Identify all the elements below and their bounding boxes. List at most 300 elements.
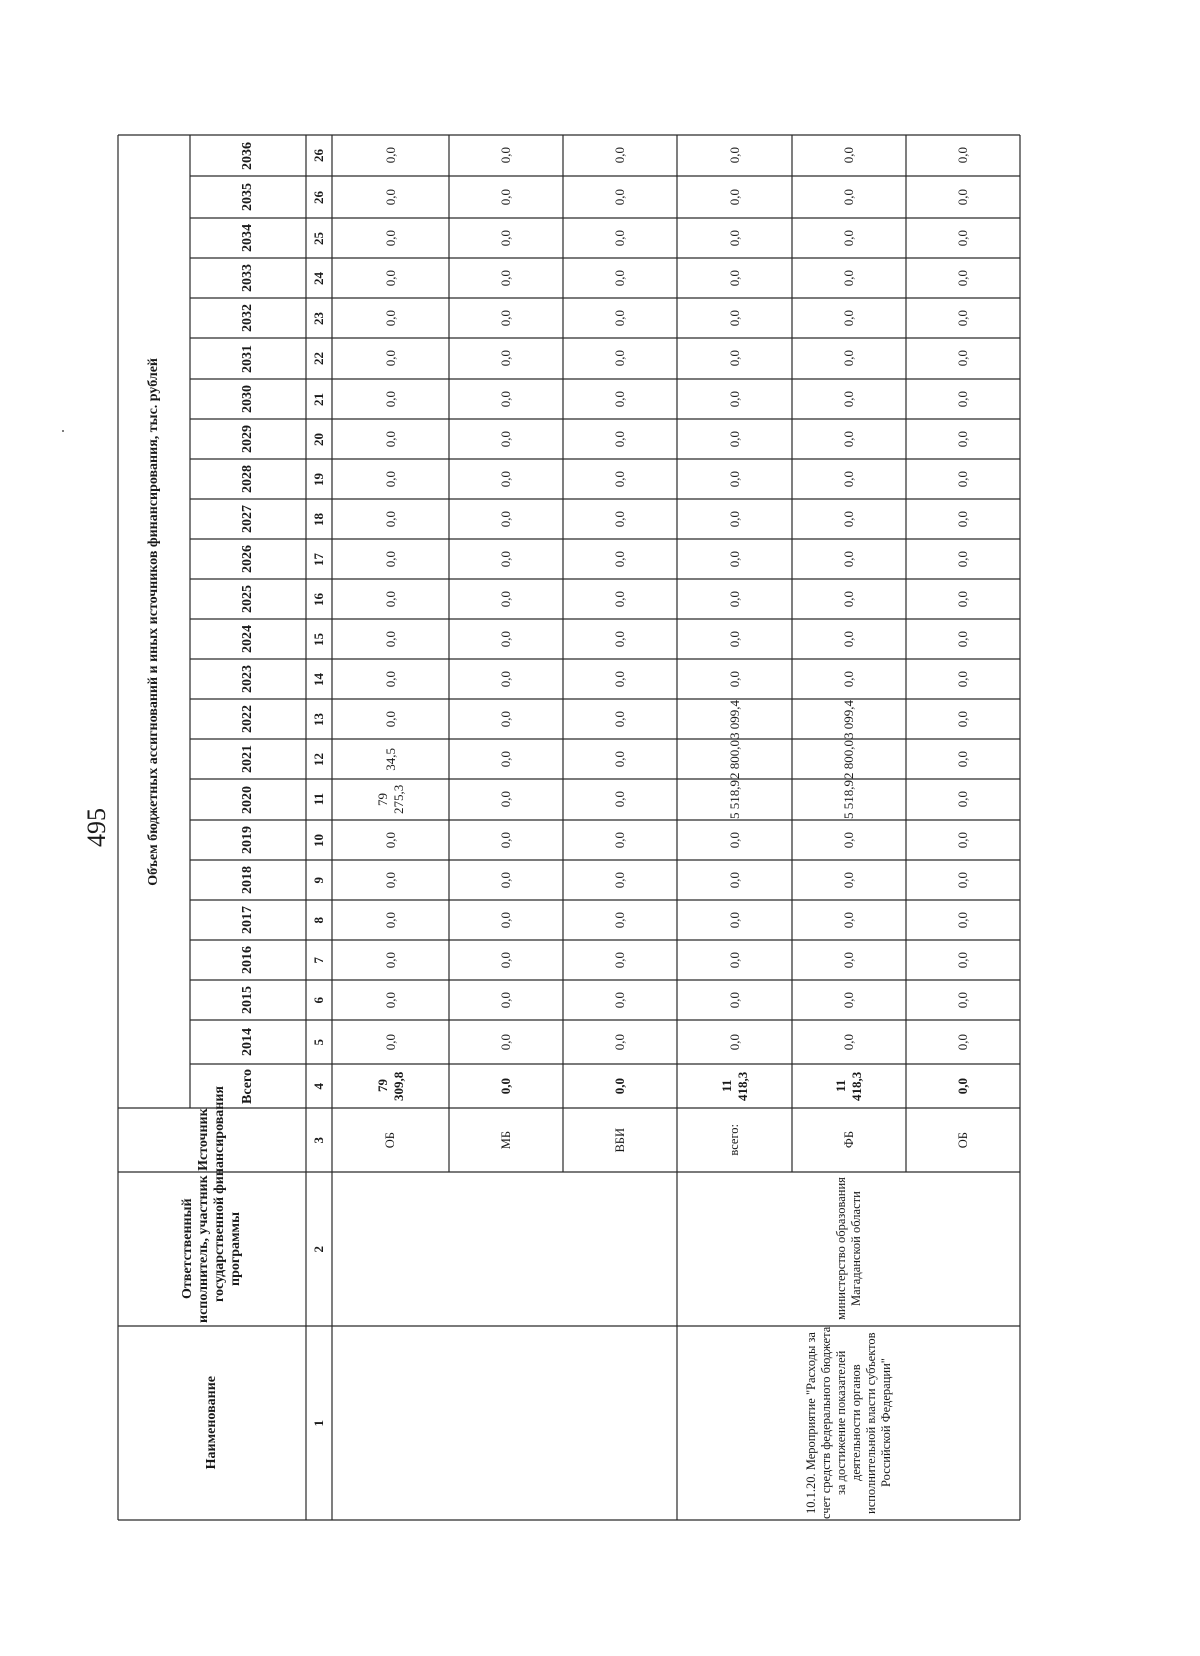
column-index-21 bbox=[306, 379, 332, 419]
row-6-year-2015 bbox=[906, 980, 1020, 1020]
group-1-name-empty bbox=[332, 1326, 677, 1520]
row-2-year-2014-text: 0,0 bbox=[498, 1033, 513, 1051]
column-index-7 bbox=[306, 940, 332, 980]
row-5-year-2015-text: 0,0 bbox=[841, 991, 856, 1009]
row-4-source-text: всего: bbox=[727, 1124, 741, 1156]
row-4-year-2014 bbox=[677, 1020, 792, 1064]
row-2-year-2015 bbox=[449, 980, 563, 1020]
row-6-year-2017 bbox=[906, 900, 1020, 940]
row-3-year-2018 bbox=[563, 860, 677, 900]
row-4-year-2018 bbox=[677, 860, 792, 900]
column-index-4-text: 4 bbox=[311, 1082, 326, 1090]
row-1-year-2015 bbox=[332, 980, 449, 1020]
row-5-year-2018 bbox=[792, 860, 906, 900]
row-3-year-2036 bbox=[563, 135, 677, 176]
row-5-year-2026 bbox=[792, 539, 906, 579]
row-5-year-2018-text: 0,0 bbox=[841, 871, 856, 889]
row-3-year-2035 bbox=[563, 176, 677, 218]
row-6-year-2032 bbox=[906, 298, 1020, 338]
row-2-year-2031 bbox=[449, 338, 563, 379]
row-3-year-2027-text: 0,0 bbox=[612, 510, 627, 528]
row-2-year-2020-text: 0,0 bbox=[498, 791, 513, 808]
header-year-2018 bbox=[190, 860, 306, 900]
header-source-text: Источник финансирования bbox=[196, 1086, 227, 1194]
row-3-year-2017 bbox=[563, 900, 677, 940]
column-index-8-text: 8 bbox=[311, 916, 326, 924]
row-2-year-2025-text: 0,0 bbox=[498, 590, 513, 608]
header-year-2030 bbox=[190, 379, 306, 419]
row-5-year-2019 bbox=[792, 820, 906, 860]
row-3-year-2014 bbox=[563, 1020, 677, 1064]
row-4-year-2027 bbox=[677, 499, 792, 539]
row-2-year-2036 bbox=[449, 135, 563, 176]
column-index-5-text: 5 bbox=[311, 1038, 326, 1046]
row-5-year-2031 bbox=[792, 338, 906, 379]
header-year-2032 bbox=[190, 298, 306, 338]
row-6-year-2034-text: 0,0 bbox=[955, 229, 970, 247]
row-5-year-2036 bbox=[792, 135, 906, 176]
row-2-year-2028-text: 0,0 bbox=[498, 470, 513, 488]
row-1-year-2023-text: 0,0 bbox=[382, 670, 398, 688]
row-6-year-2014-text: 0,0 bbox=[955, 1033, 970, 1051]
row-6-year-2022-text: 0,0 bbox=[955, 710, 970, 728]
column-index-3 bbox=[306, 1108, 332, 1172]
row-5-year-2021-text: 2 800,0 bbox=[841, 739, 856, 779]
row-6-total bbox=[906, 1064, 1020, 1108]
row-1-year-2020-text: 79 275,3 bbox=[374, 784, 406, 815]
row-1-source-text: ОБ bbox=[383, 1131, 397, 1149]
activity-executor bbox=[677, 1172, 1020, 1326]
row-1-year-2031 bbox=[332, 338, 449, 379]
row-3-year-2020 bbox=[563, 779, 677, 820]
header-year-2028-text: 2028 bbox=[240, 465, 255, 493]
row-4-year-2032 bbox=[677, 298, 792, 338]
row-1-year-2027-text: 0,0 bbox=[382, 510, 398, 528]
row-4-year-2033 bbox=[677, 258, 792, 298]
row-6-year-2029-text: 0,0 bbox=[955, 430, 970, 448]
row-2-year-2024-text: 0,0 bbox=[498, 630, 513, 648]
row-1-year-2036 bbox=[332, 135, 449, 176]
row-4-year-2024 bbox=[677, 619, 792, 659]
row-2-year-2024 bbox=[449, 619, 563, 659]
row-6-year-2024-text: 0,0 bbox=[955, 630, 970, 648]
row-6-year-2025 bbox=[906, 579, 1020, 619]
row-3-year-2018-text: 0,0 bbox=[612, 871, 627, 889]
column-index-6-text: 6 bbox=[311, 996, 326, 1004]
row-2-year-2030 bbox=[449, 379, 563, 419]
row-4-year-2022 bbox=[677, 699, 792, 739]
row-1-year-2025 bbox=[332, 579, 449, 619]
row-5-year-2014 bbox=[792, 1020, 906, 1064]
header-year-2022-text: 2022 bbox=[240, 705, 255, 733]
column-index-17 bbox=[306, 539, 332, 579]
row-1-total bbox=[332, 1064, 449, 1108]
row-1-year-2019-text: 0,0 bbox=[382, 831, 398, 849]
row-5-year-2017-text: 0,0 bbox=[841, 911, 856, 929]
header-year-2034 bbox=[190, 218, 306, 258]
header-year-2035-text: 2035 bbox=[240, 183, 255, 211]
row-4-source bbox=[677, 1108, 792, 1172]
row-1-year-2024 bbox=[332, 619, 449, 659]
row-5-year-2027-text: 0,0 bbox=[841, 510, 856, 528]
row-4-year-2023-text: 0,0 bbox=[726, 670, 742, 688]
row-6-year-2035-text: 0,0 bbox=[955, 188, 970, 206]
header-year-2033 bbox=[190, 258, 306, 298]
row-1-year-2018 bbox=[332, 860, 449, 900]
column-index-14 bbox=[306, 659, 332, 699]
row-4-year-2025 bbox=[677, 579, 792, 619]
row-6-year-2016-text: 0,0 bbox=[955, 951, 970, 969]
row-5-total-text: 11 418,3 bbox=[833, 1071, 864, 1101]
row-6-year-2036 bbox=[906, 135, 1020, 176]
row-2-year-2018-text: 0,0 bbox=[498, 871, 513, 889]
header-year-2021 bbox=[190, 739, 306, 779]
row-1-year-2030 bbox=[332, 379, 449, 419]
row-2-year-2029 bbox=[449, 419, 563, 459]
row-1-year-2021 bbox=[332, 739, 449, 779]
column-index-2 bbox=[306, 1172, 332, 1326]
row-2-source-text: МБ bbox=[498, 1130, 513, 1150]
row-5-source-text: ФБ bbox=[841, 1131, 856, 1149]
column-index-18 bbox=[306, 499, 332, 539]
row-4-year-2033-text: 0,0 bbox=[726, 269, 742, 287]
row-2-total-text: 0,0 bbox=[498, 1077, 513, 1095]
row-5-year-2032 bbox=[792, 298, 906, 338]
row-4-year-2034-text: 0,0 bbox=[726, 229, 742, 247]
row-6-year-2023-text: 0,0 bbox=[955, 670, 970, 688]
row-1-year-2024-text: 0,0 bbox=[382, 630, 398, 648]
row-5-year-2034 bbox=[792, 218, 906, 258]
header-year-2017-text: 2017 bbox=[240, 906, 255, 934]
row-5-year-2025-text: 0,0 bbox=[841, 590, 856, 608]
row-1-year-2020 bbox=[332, 779, 449, 820]
header-year-2020-text: 2020 bbox=[240, 785, 255, 814]
row-6-year-2035 bbox=[906, 176, 1020, 218]
row-1-year-2035 bbox=[332, 176, 449, 218]
row-6-year-2028-text: 0,0 bbox=[955, 470, 970, 488]
row-4-year-2016 bbox=[677, 940, 792, 980]
row-2-year-2034-text: 0,0 bbox=[498, 229, 513, 247]
row-1-year-2032 bbox=[332, 298, 449, 338]
row-1-total-text: 79 309,8 bbox=[374, 1071, 406, 1101]
column-index-9 bbox=[306, 860, 332, 900]
row-5-year-2024 bbox=[792, 619, 906, 659]
row-4-year-2015 bbox=[677, 980, 792, 1020]
column-index-6 bbox=[306, 980, 332, 1020]
row-3-year-2022 bbox=[563, 699, 677, 739]
row-5-source bbox=[792, 1108, 906, 1172]
column-index-13 bbox=[306, 699, 332, 739]
row-5-year-2035 bbox=[792, 176, 906, 218]
header-year-2014-text: 2014 bbox=[240, 1028, 255, 1056]
header-volume bbox=[118, 135, 190, 1108]
header-year-2023 bbox=[190, 659, 306, 699]
row-1-year-2022 bbox=[332, 699, 449, 739]
row-2-year-2032-text: 0,0 bbox=[498, 309, 513, 327]
page-number: 495 bbox=[82, 808, 111, 848]
row-6-year-2029 bbox=[906, 419, 1020, 459]
row-6-year-2015-text: 0,0 bbox=[955, 991, 970, 1009]
row-2-year-2020 bbox=[449, 779, 563, 820]
row-4-year-2031 bbox=[677, 338, 792, 379]
row-5-total bbox=[792, 1064, 906, 1108]
row-3-year-2015 bbox=[563, 980, 677, 1020]
column-index-16-text: 16 bbox=[311, 592, 326, 606]
column-index-11-text: 11 bbox=[311, 793, 326, 806]
row-6-year-2031 bbox=[906, 338, 1020, 379]
row-1-year-2032-text: 0,0 bbox=[382, 309, 398, 327]
row-6-year-2024 bbox=[906, 619, 1020, 659]
header-year-2036-text: 2036 bbox=[240, 141, 255, 170]
row-1-year-2028 bbox=[332, 459, 449, 499]
row-1-year-2029-text: 0,0 bbox=[382, 430, 398, 448]
row-5-year-2014-text: 0,0 bbox=[841, 1033, 856, 1051]
row-3-year-2033-text: 0,0 bbox=[612, 269, 627, 287]
row-3-year-2016 bbox=[563, 940, 677, 980]
row-2-year-2031-text: 0,0 bbox=[498, 350, 513, 367]
row-5-year-2032-text: 0,0 bbox=[841, 309, 856, 327]
row-5-year-2025 bbox=[792, 579, 906, 619]
column-index-22-text: 22 bbox=[311, 352, 326, 365]
row-6-year-2021 bbox=[906, 739, 1020, 779]
row-2-year-2017-text: 0,0 bbox=[498, 911, 513, 929]
row-3-year-2026 bbox=[563, 539, 677, 579]
row-2-year-2035-text: 0,0 bbox=[498, 188, 513, 206]
row-5-year-2023-text: 0,0 bbox=[841, 670, 856, 688]
column-index-27-text: 26 bbox=[311, 149, 326, 162]
row-2-year-2034 bbox=[449, 218, 563, 258]
row-1-year-2017 bbox=[332, 900, 449, 940]
row-4-year-2019 bbox=[677, 820, 792, 860]
column-index-23 bbox=[306, 298, 332, 338]
row-5-year-2031-text: 0,0 bbox=[841, 350, 856, 367]
row-3-year-2029 bbox=[563, 419, 677, 459]
row-6-year-2036-text: 0,0 bbox=[955, 147, 970, 164]
column-index-20 bbox=[306, 419, 332, 459]
row-2-year-2015-text: 0,0 bbox=[498, 991, 513, 1009]
row-6-year-2033-text: 0,0 bbox=[955, 269, 970, 287]
row-2-year-2029-text: 0,0 bbox=[498, 430, 513, 448]
row-1-year-2022-text: 0,0 bbox=[382, 710, 398, 728]
row-1-year-2034 bbox=[332, 218, 449, 258]
row-3-year-2024 bbox=[563, 619, 677, 659]
row-6-year-2030-text: 0,0 bbox=[955, 390, 970, 408]
header-year-2026 bbox=[190, 539, 306, 579]
row-2-total bbox=[449, 1064, 563, 1108]
row-5-year-2020-text: 5 518,9 bbox=[841, 780, 856, 819]
row-5-year-2019-text: 0,0 bbox=[841, 831, 856, 849]
column-index-1 bbox=[306, 1326, 332, 1520]
row-5-year-2026-text: 0,0 bbox=[841, 550, 856, 568]
row-1-year-2034-text: 0,0 bbox=[382, 229, 398, 247]
row-2-year-2017 bbox=[449, 900, 563, 940]
row-3-year-2030-text: 0,0 bbox=[612, 390, 627, 408]
row-6-year-2022 bbox=[906, 699, 1020, 739]
row-2-year-2033 bbox=[449, 258, 563, 298]
row-2-year-2016-text: 0,0 bbox=[498, 951, 513, 969]
header-year-2029-text: 2029 bbox=[240, 425, 255, 453]
column-index-3-text: 3 bbox=[311, 1136, 326, 1144]
row-6-year-2027-text: 0,0 bbox=[955, 510, 970, 528]
row-4-year-2036-text: 0,0 bbox=[726, 147, 742, 164]
row-1-year-2025-text: 0,0 bbox=[382, 590, 398, 608]
row-6-year-2028 bbox=[906, 459, 1020, 499]
row-4-year-2015-text: 0,0 bbox=[726, 991, 742, 1009]
row-3-year-2028 bbox=[563, 459, 677, 499]
row-6-year-2034 bbox=[906, 218, 1020, 258]
header-year-2015-text: 2015 bbox=[240, 986, 255, 1014]
row-4-year-2017 bbox=[677, 900, 792, 940]
header-year-2027 bbox=[190, 499, 306, 539]
row-1-year-2027 bbox=[332, 499, 449, 539]
row-6-year-2026-text: 0,0 bbox=[955, 550, 970, 568]
header-year-2019-text: 2019 bbox=[240, 826, 255, 854]
column-index-9-text: 9 bbox=[311, 876, 326, 884]
row-2-year-2030-text: 0,0 bbox=[498, 390, 513, 408]
row-3-year-2023-text: 0,0 bbox=[612, 670, 627, 688]
row-5-year-2022 bbox=[792, 699, 906, 739]
header-year-2031-text: 2031 bbox=[240, 344, 255, 373]
header-year-2026-text: 2026 bbox=[240, 545, 255, 573]
row-6-year-2023 bbox=[906, 659, 1020, 699]
row-2-year-2027-text: 0,0 bbox=[498, 510, 513, 528]
column-index-17-text: 17 bbox=[311, 552, 326, 566]
row-4-year-2030-text: 0,0 bbox=[726, 390, 742, 408]
row-3-year-2014-text: 0,0 bbox=[612, 1033, 627, 1051]
column-index-23-text: 23 bbox=[311, 311, 326, 325]
row-6-source bbox=[906, 1108, 1020, 1172]
row-3-total bbox=[563, 1064, 677, 1108]
column-index-14-text: 14 bbox=[311, 672, 326, 686]
row-4-year-2029 bbox=[677, 419, 792, 459]
row-2-year-2026 bbox=[449, 539, 563, 579]
row-6-year-2014 bbox=[906, 1020, 1020, 1064]
row-5-year-2028 bbox=[792, 459, 906, 499]
header-year-2021-text: 2021 bbox=[240, 745, 255, 773]
row-2-year-2028 bbox=[449, 459, 563, 499]
row-3-year-2019-text: 0,0 bbox=[612, 831, 627, 849]
row-5-year-2020 bbox=[792, 779, 906, 820]
row-2-year-2033-text: 0,0 bbox=[498, 269, 513, 287]
row-4-year-2021 bbox=[677, 739, 792, 779]
row-1-year-2015-text: 0,0 bbox=[382, 991, 398, 1009]
row-3-year-2025 bbox=[563, 579, 677, 619]
row-5-year-2015 bbox=[792, 980, 906, 1020]
row-4-year-2031-text: 0,0 bbox=[726, 350, 742, 367]
column-index-12-text: 12 bbox=[311, 752, 326, 766]
row-6-total-text: 0,0 bbox=[955, 1077, 970, 1095]
column-index-2-text: 2 bbox=[311, 1245, 326, 1253]
row-6-year-2030 bbox=[906, 379, 1020, 419]
row-3-year-2035-text: 0,0 bbox=[612, 188, 627, 206]
row-3-total-text: 0,0 bbox=[612, 1077, 627, 1095]
row-2-year-2027 bbox=[449, 499, 563, 539]
column-index-20-text: 20 bbox=[311, 432, 326, 446]
row-3-year-2026-text: 0,0 bbox=[612, 550, 627, 568]
activity-name bbox=[677, 1326, 1020, 1520]
row-4-year-2028-text: 0,0 bbox=[726, 470, 742, 488]
row-3-year-2020-text: 0,0 bbox=[612, 791, 627, 808]
column-index-22 bbox=[306, 338, 332, 379]
row-4-year-2030 bbox=[677, 379, 792, 419]
row-3-year-2036-text: 0,0 bbox=[612, 147, 627, 164]
row-5-year-2034-text: 0,0 bbox=[841, 229, 856, 247]
scan-speck bbox=[62, 430, 64, 432]
header-year-2029 bbox=[190, 419, 306, 459]
row-5-year-2030 bbox=[792, 379, 906, 419]
row-4-year-2025-text: 0,0 bbox=[726, 590, 742, 608]
row-2-year-2021 bbox=[449, 739, 563, 779]
row-1-year-2026 bbox=[332, 539, 449, 579]
row-1-year-2033 bbox=[332, 258, 449, 298]
row-1-year-2016 bbox=[332, 940, 449, 980]
row-3-year-2024-text: 0,0 bbox=[612, 630, 627, 648]
row-2-year-2022-text: 0,0 bbox=[498, 710, 513, 728]
column-index-15-text: 15 bbox=[311, 632, 326, 646]
row-4-year-2029-text: 0,0 bbox=[726, 430, 742, 448]
header-year-2023-text: 2023 bbox=[240, 665, 255, 693]
header-year-2019 bbox=[190, 820, 306, 860]
row-2-year-2026-text: 0,0 bbox=[498, 550, 513, 568]
row-2-year-2023-text: 0,0 bbox=[498, 670, 513, 688]
column-index-12 bbox=[306, 739, 332, 779]
column-index-7-text: 7 bbox=[311, 956, 326, 964]
row-3-year-2025-text: 0,0 bbox=[612, 590, 627, 608]
row-4-year-2036 bbox=[677, 135, 792, 176]
row-1-year-2023 bbox=[332, 659, 449, 699]
activity-executor-text: министерство образования Магаданской области bbox=[833, 1177, 863, 1321]
header-name-text: Наименование bbox=[204, 1376, 219, 1470]
header-year-2015 bbox=[190, 980, 306, 1020]
row-4-total bbox=[677, 1064, 792, 1108]
row-5-year-2023 bbox=[792, 659, 906, 699]
row-3-year-2031 bbox=[563, 338, 677, 379]
row-5-year-2033 bbox=[792, 258, 906, 298]
header-year-2030-text: 2030 bbox=[240, 385, 255, 413]
row-6-year-2019 bbox=[906, 820, 1020, 860]
row-2-year-2036-text: 0,0 bbox=[498, 147, 513, 164]
row-4-year-2014-text: 0,0 bbox=[726, 1033, 742, 1051]
row-5-year-2016 bbox=[792, 940, 906, 980]
row-3-year-2028-text: 0,0 bbox=[612, 470, 627, 488]
row-4-year-2027-text: 0,0 bbox=[726, 510, 742, 528]
row-5-year-2027 bbox=[792, 499, 906, 539]
row-3-year-2021-text: 0,0 bbox=[612, 750, 627, 768]
header-total-text: Всего bbox=[240, 1068, 255, 1104]
header-year-2032-text: 2032 bbox=[240, 304, 255, 332]
header-year-2035 bbox=[190, 176, 306, 218]
row-3-year-2019 bbox=[563, 820, 677, 860]
column-index-8 bbox=[306, 900, 332, 940]
column-index-13-text: 13 bbox=[311, 712, 326, 726]
row-3-year-2032-text: 0,0 bbox=[612, 309, 627, 327]
row-4-year-2026 bbox=[677, 539, 792, 579]
row-1-year-2031-text: 0,0 bbox=[382, 350, 398, 367]
column-index-21-text: 21 bbox=[311, 392, 326, 406]
row-4-total-text: 11 418,3 bbox=[718, 1071, 750, 1101]
row-1-year-2016-text: 0,0 bbox=[382, 951, 398, 969]
row-1-year-2030-text: 0,0 bbox=[382, 390, 398, 408]
row-4-year-2028 bbox=[677, 459, 792, 499]
row-1-year-2026-text: 0,0 bbox=[382, 550, 398, 568]
row-5-year-2017 bbox=[792, 900, 906, 940]
column-index-25 bbox=[306, 218, 332, 258]
row-2-year-2022 bbox=[449, 699, 563, 739]
column-index-19-text: 19 bbox=[311, 472, 326, 486]
row-6-year-2016 bbox=[906, 940, 1020, 980]
row-4-year-2018-text: 0,0 bbox=[726, 871, 742, 889]
row-4-year-2021-text: 2 800,0 bbox=[726, 739, 742, 779]
